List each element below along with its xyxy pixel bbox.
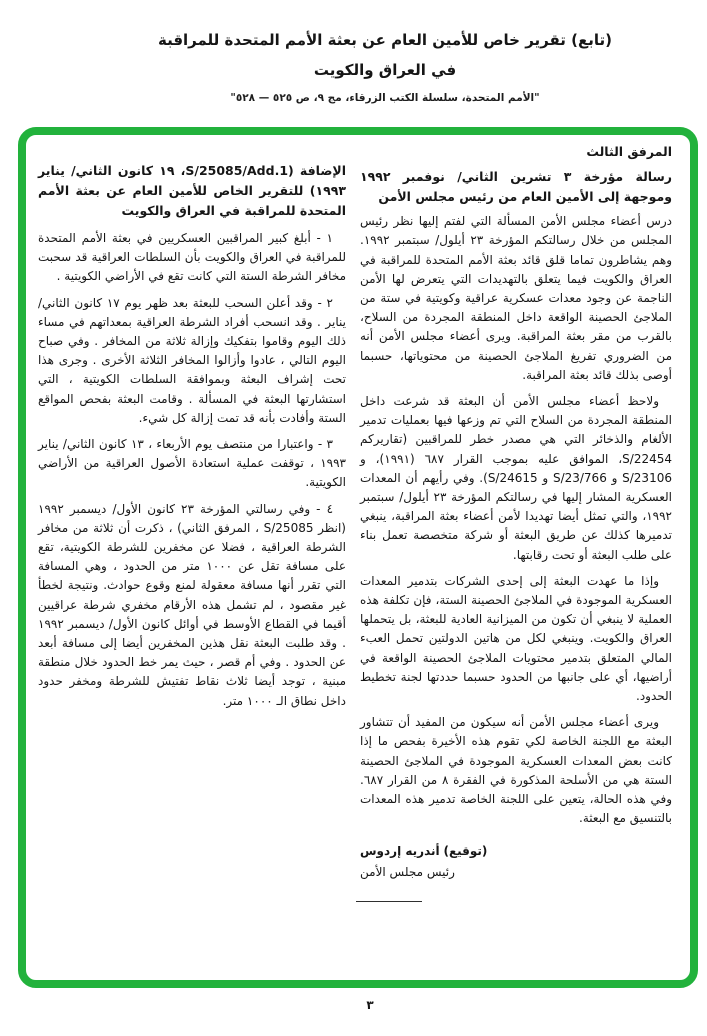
annex-column (360, 142, 672, 902)
addendum-paragraph-1: ١ - أبلغ كبير المراقبين العسكريين في بعثة الأمم المتحدة للمراقبة في العراق والكويت بأن السلطات العراقية قد سحبت مخافر الشرطة الستة التي كانت تقع في الأراضي الكويتية . (38, 231, 346, 284)
annex-paragraph-2: ولاحظ أعضاء مجلس الأمن أن البعثة قد شرعت داخل المنطقة المجردة من السلاح التي تم وزعها فيها بعمليات تدمير الألغام والذخائر التي هي مصدر خطر للمراقبين (تقاريركم S/22454، الموافق عليه بموجب القرار ٦٨٧ (١٩٩١)، و S/23106 و S/23/766 و S/24615). وفي رأيهم أن المعدات العسكرية المشار إليها في رسالتكم المؤرخة ٢٣ أيلول/ سبتمبر ١٩٩٢، والتي تمثل أيضا تهديدا لأمن أعضاء بعثة المراقبة، ينبغي تدميرها كذلك عن طريق البعثة أو شركة متخصصة تعمل بناء على طلب البعثة أو تحت رقابتها. (360, 394, 673, 562)
annex-paragraph-4: ويرى أعضاء مجلس الأمن أنه سيكون من المفيد أن تتشاور البعثة مع اللجنة الخاصة لكي تقوم هذه الأخيرة بفحص ما إذا كانت بعض المعدات العسكرية الموجودة في الملاجئ الحصينة الستة هي من الأسلحة المذكورة في الفقرة ٨ من القرار ٦٨٧. وفي هذه الحالة، يتعين على اللجنة الخاصة تدمير هذه المعدات بالتنسيق مع البعثة. (360, 715, 672, 826)
page-number: ٣ (366, 998, 374, 1012)
addendum-paragraph-4: ٤ - وفي رسالتي المؤرخة ٢٣ كانون الأول/ ديسمبر ١٩٩٢ (انظر S/25085 ، المرفق الثاني) ، ذكرت أن ثلاثة من مخافر الشرطة العراقية ، فضلا عن مخفرين للشرطة الكويتية، تقع على مسافة تقل عن ١٠٠٠ متر من الحدود ، وهي المسافة التي تقرر أنها مسافة معقولة لمنع وقوع حوادث. ونتيجة لخطأ غير مقصود ، لم تشمل هذه الأرقام مخفري شرطة عراقيين أقيما في القطاع الأوسط في أوائل كانون الأول/ ديسمبر ١٩٩٢ . وقد طلبت البعثة نقل هذين المخفرين أيضا إلى مسافة أبعد عن الحدود . وفي أم قصر ، حيث يمر خط الحدود خلال منطقة مبنية ، توجد أيضا ثلاث نقاط تفتيش للشرطة ومخفر حدود داخل نطاق الـ ١٠٠٠ متر. (38, 501, 346, 708)
annex-paragraph-1: درس أعضاء مجلس الأمن المسألة التي لفتم إليها نظر رئيس المجلس من خلال رسالتكم المؤرخة ٢٣ أيلول/ سبتمبر ١٩٩٢. وهم يشاطرون تماما قلق قائد بعثة الأمم المتحدة للمراقبة في العراق والكويت فيما يتعلق بالتهديدات التي يتعرض لها الأمن الناجمة عن وجود معدات عسكرية عراقية وكويتية في ستة من الملاجئ الحصينة الواقعة داخل المنطقة المجردة من السلاح، بالقرب من مقر بعثة المراقبة. ويرى أعضاء مجلس الأمن أنه من الضروري تفريغ الملاجئ الحصينة من محتوياتها، حسبما أوصى بذلك قائد بعثة المراقبة. (360, 214, 672, 382)
signature-line (360, 841, 672, 861)
document-header (55, 28, 707, 106)
addendum-paragraph-2: ٢ - وقد أعلن السحب للبعثة بعد ظهر يوم ١٧ كانون الثاني/ يناير . وقد انسحب أفراد الشرطة العراقية بمعداتهم في مساء ذلك اليوم وقاموا بتفكيك وإزالة ثلاثة من المخافر . وفي صباح اليوم التالي ، عادوا وأزالوا المخافر الثلاثة الأخرى . وجرى هذا تحت إشراف البعثة وبموافقة السلطات الكويتية ، التي استشارتها البعثة في المسألة . وقامت البعثة بفحص المواقع الستة وأفادت بأنه قد تمت إزالة كل شيء. (38, 295, 346, 425)
header-title-line1: (تابع) تقرير خاص للأمين العام عن بعثة الأمم المتحدة للمراقبة (157, 31, 613, 49)
signature-name: أندريه إردوس (360, 843, 440, 858)
addendum-title: الإضافة (S/25085/Add.1، ١٩ كانون الثاني/ يناير ١٩٩٣) للتقرير الخاص للأمين العام عن بعثة الأمم المتحدة للمراقبة في العراق والكويت (38, 163, 346, 218)
letter-title: رسالة مؤرخة ٣ تشرين الثاني/ نوفمبر ١٩٩٢ وموجهة إلى الأمين العام من رئيس مجلس الأمن (360, 169, 672, 205)
signature-label: (توقيع) (443, 843, 488, 858)
annex-title: المرفق الثالث (586, 144, 672, 159)
footnote-rule (356, 901, 422, 902)
annex-paragraph-3: وإذا ما عهدت البعثة إلى إحدى الشركات بتدمير المعدات العسكرية الموجودة في الملاجئ الحصينة الستة، فإن تكلفة هذه العملية لا ينبغي أن تكون من الميزانية العادية للبعثة، بل يتحملها العراق والكويت. وينبغي لكل من هاتين الدولتين تحمل العبء المالي المتعلق بتدمير محتويات الملاجئ الحصينة الواقعة في أراضيها، أي على جانبها من الحدود حسبما حددتها لجنة تخطيط الحدود. (360, 573, 672, 704)
header-source-citation: "الأمم المتحدة، سلسلة الكتب الزرقاء، مج ٩، ص ٥٢٥ — ٥٢٨" (230, 92, 540, 104)
addendum-paragraph-3: ٣ - واعتبارا من منتصف يوم الأربعاء ، ١٣ كانون الثاني/ يناير ١٩٩٣ ، توقفت عملية استعادة الأصول العراقية من الأراضي الكويتية. (38, 437, 346, 490)
signature-title: رئيس مجلس الأمن (360, 864, 455, 879)
signature-block (360, 841, 672, 883)
addendum-column (38, 161, 346, 718)
header-title-line2: في العراق والكويت (313, 61, 457, 79)
